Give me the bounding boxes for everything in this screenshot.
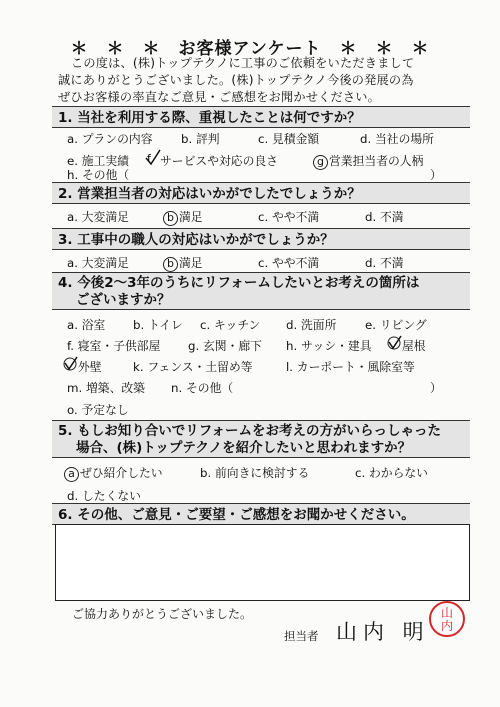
svg-text:山: 山 xyxy=(440,606,454,620)
q4-option-i-label: 屋根 xyxy=(402,339,426,353)
q4-option-j[interactable] xyxy=(64,358,102,375)
q4-option-g[interactable]: g. 玄関・廊下 xyxy=(188,339,262,353)
question-4-title xyxy=(52,272,470,310)
question-2-title: 2. 営業担当者の対応はいかがでしたでしょうか？ xyxy=(52,182,470,204)
q1-option-b[interactable]: b. 評判 xyxy=(181,132,220,146)
staff-signature: 山内 明 xyxy=(336,620,430,644)
q4-option-c[interactable]: c. キッチン xyxy=(200,318,261,332)
q1-option-h[interactable]: h. その他（ xyxy=(67,168,130,182)
q2-option-c[interactable]: c. やや不満 xyxy=(258,210,320,224)
q4-option-o[interactable]: o. 予定なし xyxy=(67,403,129,417)
q3-option-b[interactable] xyxy=(163,254,203,272)
q5-option-d[interactable]: d. したくない xyxy=(67,489,141,503)
q4-option-j-label: 外壁 xyxy=(78,360,102,374)
q1-option-d[interactable]: d. 当社の場所 xyxy=(360,132,434,146)
q1-option-f-label: サービスや対応の良さ xyxy=(160,154,278,168)
q3-option-d[interactable]: d. 不満 xyxy=(365,256,404,270)
q4-option-a[interactable]: a. 浴室 xyxy=(67,318,106,332)
q4-option-h[interactable]: h. サッシ・建具 xyxy=(286,339,372,353)
intro-text xyxy=(58,55,478,106)
staff-label: 担当者 xyxy=(284,629,319,643)
svg-text:内: 内 xyxy=(440,619,454,633)
checkmark-icon xyxy=(388,337,401,350)
svg-text:f: f xyxy=(147,152,151,165)
intro-line: ぜひお客様の率直なご意見・ご感想をお聞かせください。 xyxy=(58,90,381,104)
checkmark-icon xyxy=(64,358,77,371)
question-5-title-line2: 場合、(株)トップテクノを紹介したいと思われますか？ xyxy=(76,440,412,456)
question-6-title: 6. その他、ご意見・ご要望・ご感想をお聞かせください。 xyxy=(52,503,470,525)
q4-option-n-close: ） xyxy=(430,381,442,395)
q5-option-a[interactable] xyxy=(64,464,163,482)
q4-option-m[interactable]: m. 増築、改築 xyxy=(67,381,145,395)
checkmark-icon xyxy=(146,152,159,165)
q3-option-c[interactable]: c. やや不満 xyxy=(258,256,320,270)
q1-option-f[interactable] xyxy=(146,152,278,169)
comment-field[interactable] xyxy=(55,524,470,601)
q1-option-a[interactable]: a. プランの内容 xyxy=(67,132,153,146)
question-5-title-line1: 5. もしお知り合いでリフォームをお考えの方がいらっしゃった xyxy=(58,423,442,439)
question-4-title-line2: ございますか？ xyxy=(76,292,171,308)
q1-option-c[interactable]: c. 見積金額 xyxy=(258,132,320,146)
intro-line: 誠にありがとうございました。(株)トップテクノ今後の発展の為 xyxy=(58,73,414,87)
q4-option-e[interactable]: e. リビング xyxy=(365,318,427,332)
q2-option-b[interactable] xyxy=(163,208,203,226)
q4-option-i[interactable] xyxy=(388,337,426,354)
question-5-title xyxy=(52,420,470,458)
q5-option-b[interactable]: b. 前向きに検討する xyxy=(200,466,310,480)
q4-option-n[interactable]: n. その他（ xyxy=(171,381,234,395)
q3-option-a[interactable]: a. 大変満足 xyxy=(67,256,129,270)
q1-option-h-close: ） xyxy=(430,168,442,182)
q2-option-a[interactable]: a. 大変満足 xyxy=(67,210,129,224)
q4-option-k[interactable]: k. フェンス・土留め等 xyxy=(133,360,253,374)
q3-option-b-label: 満足 xyxy=(179,256,203,270)
circled-choice-mark: b xyxy=(163,211,178,226)
seal-stamp-icon xyxy=(428,600,466,638)
q1-option-g[interactable] xyxy=(313,152,423,170)
q2-option-b-label: 満足 xyxy=(179,210,203,224)
page-title: ＊ ＊ ＊ お客様アンケート ＊ ＊ ＊ xyxy=(70,39,430,59)
question-1-title: 1. 当社を利用する際、重視したことは何ですか？ xyxy=(52,106,470,128)
q4-option-d[interactable]: d. 洗面所 xyxy=(286,318,337,332)
q4-option-f[interactable]: f. 寝室・子供部屋 xyxy=(67,339,161,353)
circled-choice-mark: b xyxy=(163,257,178,272)
question-3-title: 3. 工事中の職人の対応はいかがでしょうか？ xyxy=(52,228,470,250)
intro-line: この度は、(株)トップテクノに工事のご依頼をいただきまして xyxy=(71,56,415,70)
q5-option-a-label: ぜひ紹介したい xyxy=(80,466,163,480)
circled-choice-mark: g xyxy=(313,155,328,170)
q2-option-d[interactable]: d. 不満 xyxy=(365,210,404,224)
q5-option-c[interactable]: c. わからない xyxy=(355,466,428,480)
circled-choice-mark: a xyxy=(64,467,79,482)
q4-option-l[interactable]: l. カーポート・風除室等 xyxy=(286,360,415,374)
q4-option-b[interactable]: b. トイレ xyxy=(133,318,183,332)
q1-option-e[interactable]: e. 施工実績 xyxy=(67,154,129,168)
q1-option-g-label: 営業担当者の人柄 xyxy=(329,154,424,168)
question-4-title-line1: 4. 今後2～3年のうちにリフォームしたいとお考えの箇所は xyxy=(58,275,420,291)
thanks-text: ご協力ありがとうございました。 xyxy=(72,607,253,621)
